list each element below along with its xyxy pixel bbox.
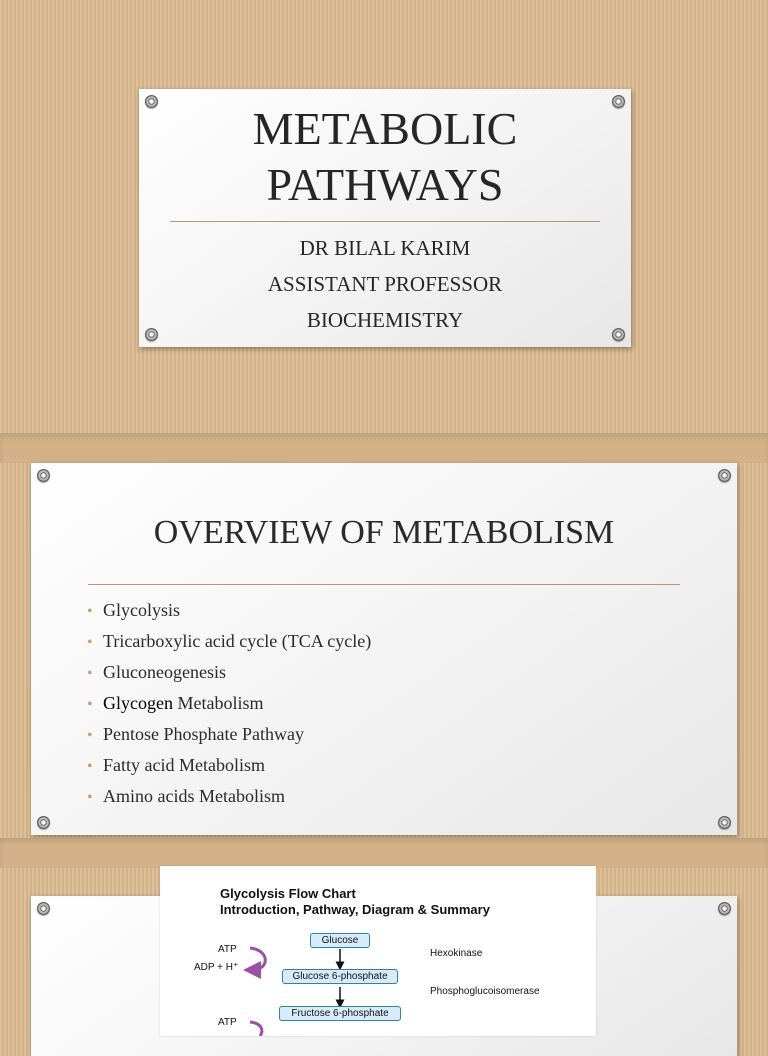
list-item — [87, 595, 371, 626]
list-item — [87, 626, 371, 657]
overview-heading: OVERVIEW OF METABOLISM — [153, 514, 615, 551]
author-name: DR BILAL KARIM — [299, 236, 471, 260]
list-item — [87, 781, 371, 812]
atp-label: ATP — [218, 944, 237, 955]
slide-gap — [0, 838, 768, 868]
glycolysis-flow-chart-image — [160, 866, 596, 1036]
rivet-icon — [37, 902, 50, 915]
bullet-icon: • — [87, 758, 93, 775]
fructose-6-phosphate-box: Fructose 6-phosphate — [279, 1006, 401, 1021]
list-item-emphasis: Glycogen — [103, 693, 173, 713]
list-item-text: Glycolysis — [103, 600, 181, 620]
bullet-icon: • — [87, 696, 93, 713]
flow-chart-title-line-1: Glycolysis Flow Chart — [220, 886, 356, 901]
list-item — [87, 750, 371, 781]
slide-title — [139, 101, 631, 213]
rivet-icon — [718, 816, 731, 829]
bullet-icon: • — [87, 634, 93, 651]
list-item-text: Metabolism — [172, 693, 264, 713]
glucose-box: Glucose — [310, 933, 370, 948]
author-position: ASSISTANT PROFESSOR — [267, 272, 503, 296]
enzyme-hexokinase: Hexokinase — [430, 948, 483, 959]
slide-title-line-2: PATHWAYS — [266, 159, 504, 210]
bullet-icon: • — [87, 727, 93, 744]
list-item — [87, 719, 371, 750]
list-item-text: Gluconeogenesis — [103, 662, 226, 682]
list-item-text: Tricarboxylic acid cycle (TCA cycle) — [103, 631, 372, 651]
list-item — [87, 657, 371, 688]
adp-label: ADP + H⁺ — [194, 962, 239, 973]
list-item-text: Fatty acid Metabolism — [103, 755, 265, 775]
author-department: BIOCHEMISTRY — [306, 308, 464, 332]
overview-slide — [31, 463, 737, 835]
rivet-icon — [718, 902, 731, 915]
title-divider — [170, 221, 600, 222]
list-item-text: Pentose Phosphate Pathway — [103, 724, 304, 744]
list-item — [87, 688, 371, 719]
flow-chart-title-line-2: Introduction, Pathway, Diagram & Summary — [220, 902, 490, 917]
cofactor-arrow-icon — [250, 948, 265, 970]
list-item-text: Amino acids Metabolism — [103, 786, 285, 806]
enzyme-phosphoglucoisomerase: Phosphoglucoisomerase — [430, 986, 540, 997]
title-slide — [139, 89, 631, 347]
bullet-icon: • — [87, 789, 93, 806]
rivet-icon — [37, 816, 50, 829]
overview-list — [87, 595, 371, 812]
overview-divider — [88, 584, 680, 585]
rivet-icon — [37, 469, 50, 482]
glucose-6-phosphate-box: Glucose 6-phosphate — [282, 969, 398, 984]
slide-title-line-1: METABOLIC — [252, 103, 518, 154]
bullet-icon: • — [87, 603, 93, 620]
bullet-icon: • — [87, 665, 93, 682]
cofactor-arrow-icon — [250, 1022, 262, 1036]
slide-gap — [0, 433, 768, 463]
rivet-icon — [718, 469, 731, 482]
atp-label-2: ATP — [218, 1017, 237, 1028]
